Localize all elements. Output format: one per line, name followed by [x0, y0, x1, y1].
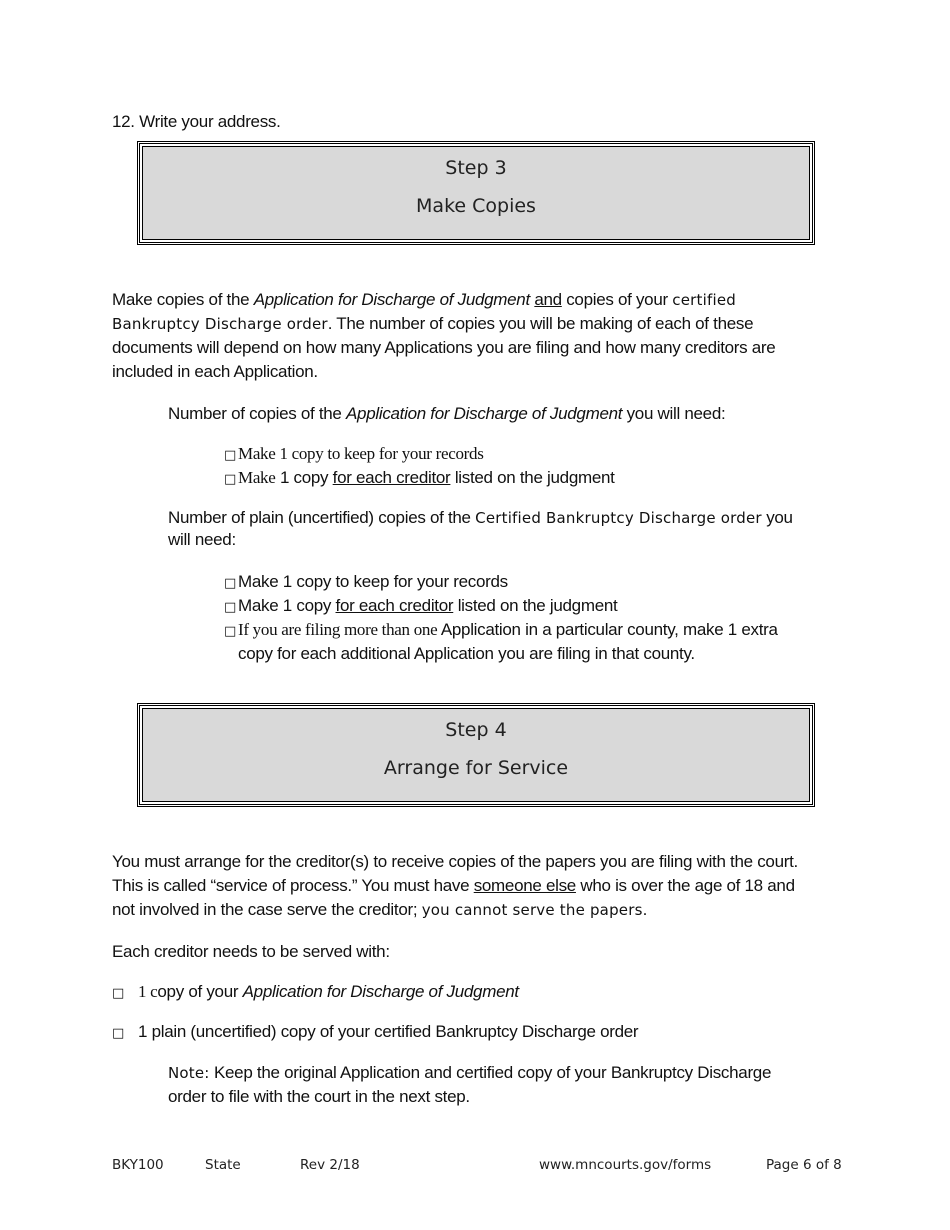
step-3-subtitle: Make Copies — [416, 195, 536, 217]
footer-revision: Rev 2/18 — [300, 1157, 360, 1173]
step-3-banner — [137, 141, 815, 245]
footer-page-number: Page 6 of 8 — [766, 1157, 842, 1173]
plain-copies-list: □ Make 1 copy to keep for your records □ Make 1 copy for each creditor listed on the judgment □ If you are filing more than one Application in a particular county, make 1 extra copy for each additional Application you are filing in that county. — [224, 572, 778, 663]
step-4-subtitle: Arrange for Service — [383, 757, 569, 779]
checkbox-icon: □ — [112, 1026, 124, 1041]
step-4-title: Step 4 — [445, 719, 507, 741]
note-block: Note: Keep the original Application and certified copy of your Bankruptcy Discharge order to file with the court in the next step. — [168, 1063, 772, 1106]
checklist-item: □ If you are filing more than one Application in a particular county, make 1 extra — [224, 619, 778, 643]
checklist-item: □ Make 1 copy to keep for your records — [224, 571, 778, 595]
checkbox-icon: □ — [224, 448, 236, 463]
note-label: Note: — [168, 1064, 210, 1082]
checkbox-icon: □ — [224, 576, 236, 591]
footer-state: State — [205, 1157, 241, 1173]
checklist-item: □ Make 1 copy for each creditor listed on the judgment — [224, 595, 778, 619]
checklist-item: □ Make 1 copy for each creditor listed on the judgment — [224, 467, 615, 491]
application-copies-list — [224, 443, 615, 491]
instruction-item-12: 12. Write your address. — [112, 112, 281, 131]
served-item: □ 1 copy of your Application for Discharge of Judgment — [112, 980, 519, 1006]
service-paragraph: You must arrange for the creditor(s) to receive copies of the papers you are filing with the court. This is called “service of process.” You must have someone else who is over the age of 18 and not involved in the case serve the creditor; you cannot serve the papers. — [112, 852, 798, 919]
served-item: □ 1 plain (uncertified) copy of your certified Bankruptcy Discharge order — [112, 1020, 638, 1046]
footer-url[interactable]: www.mncourts.gov/forms — [539, 1157, 712, 1173]
served-with-heading: Each creditor needs to be served with: — [112, 942, 390, 961]
application-copies-heading: Number of copies of the Application for Discharge of Judgment you will need: — [168, 404, 726, 423]
footer-form-code: BKY100 — [112, 1157, 164, 1173]
checkbox-icon: □ — [224, 472, 236, 487]
checkbox-icon: □ — [224, 600, 236, 615]
plain-copies-heading: Number of plain (uncertified) copies of the Certified Bankruptcy Discharge order you will need: — [168, 508, 793, 549]
checklist-item: □ Make 1 copy to keep for your records — [224, 443, 615, 467]
checkbox-icon: □ — [112, 986, 124, 1001]
step-4-banner — [137, 703, 815, 807]
checkbox-icon: □ — [224, 624, 236, 639]
step-3-title: Step 3 — [445, 157, 507, 179]
copies-paragraph: Make copies of the Application for Discharge of Judgment and copies of your certified Bankruptcy Discharge order. The number of copies you will be making of each of these documents will depend on how many Applications you are filing and how many creditors are included in each Application. — [112, 290, 776, 381]
